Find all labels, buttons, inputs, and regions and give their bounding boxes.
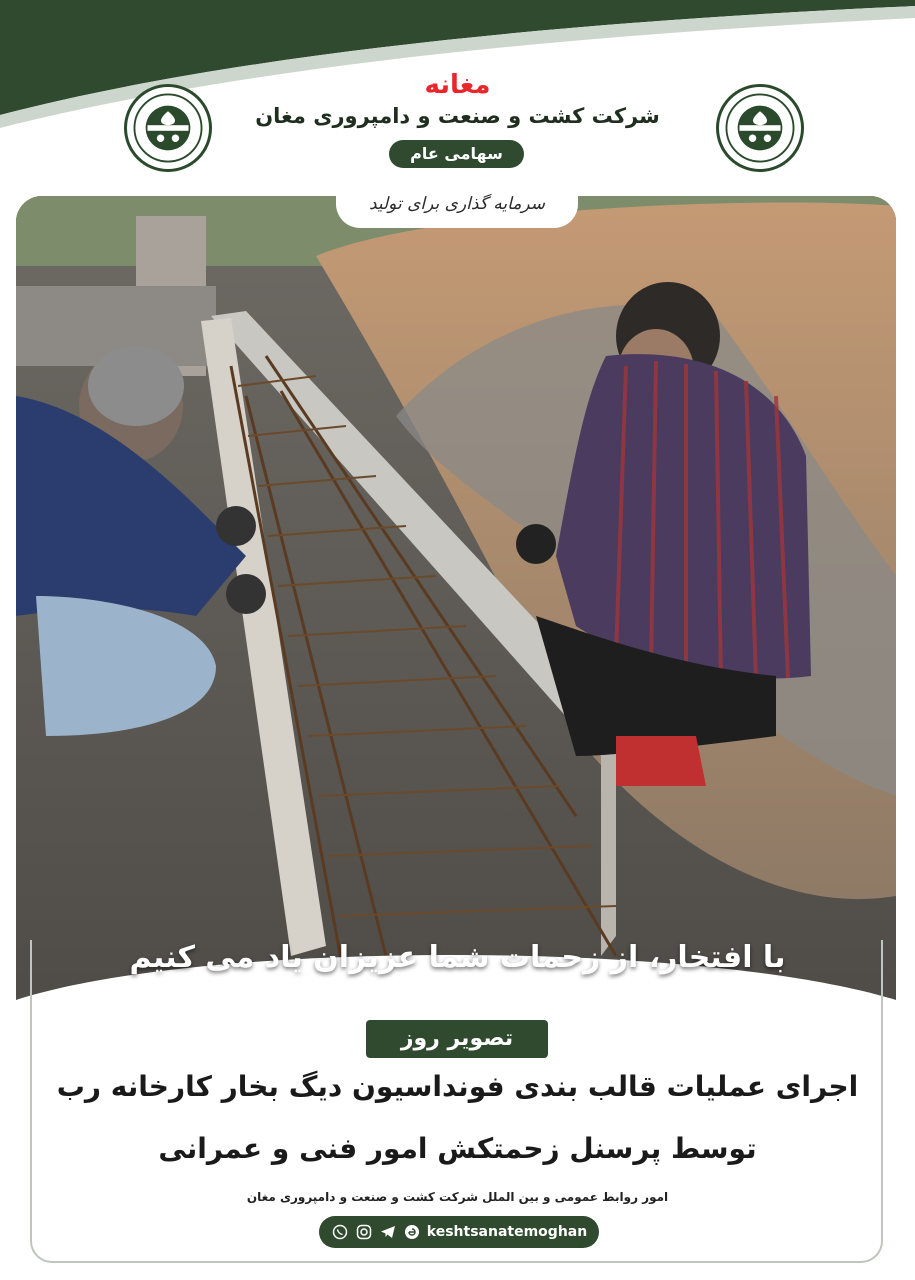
whatsapp-icon[interactable] [331,1223,349,1241]
headline-line1: اجرای عملیات قالب بندی فونداسیون دیگ بخار کارخانه رب [56,1070,859,1103]
headline-line2: توسط پرسنل زحمتکش امور فنی و عمرانی [158,1132,757,1165]
telegram-icon[interactable] [379,1223,397,1241]
photo-overlay-text: با افتخار، از زحمات شما عزیزان یاد می کنیم [129,940,786,975]
instagram-icon[interactable] [355,1223,373,1241]
eitaa-icon[interactable] [403,1223,421,1241]
company-type-badge: سهامی عام [389,140,524,168]
credit-line: امور روابط عمومی و بین الملل شرکت کشت و صنعت و دامپروری مغان [246,1190,669,1204]
slogan: سرمایه گذاری برای تولید [336,180,578,228]
photo-of-day-label: تصویر روز [366,1020,548,1058]
social-handle[interactable]: keshtsanatemoghan [426,1224,588,1240]
brand-wordmark: مغانه [424,70,491,100]
company-name: شرکت کشت و صنعت و دامپروری مغان [255,104,660,128]
social-handle-bar[interactable] [319,1216,599,1248]
